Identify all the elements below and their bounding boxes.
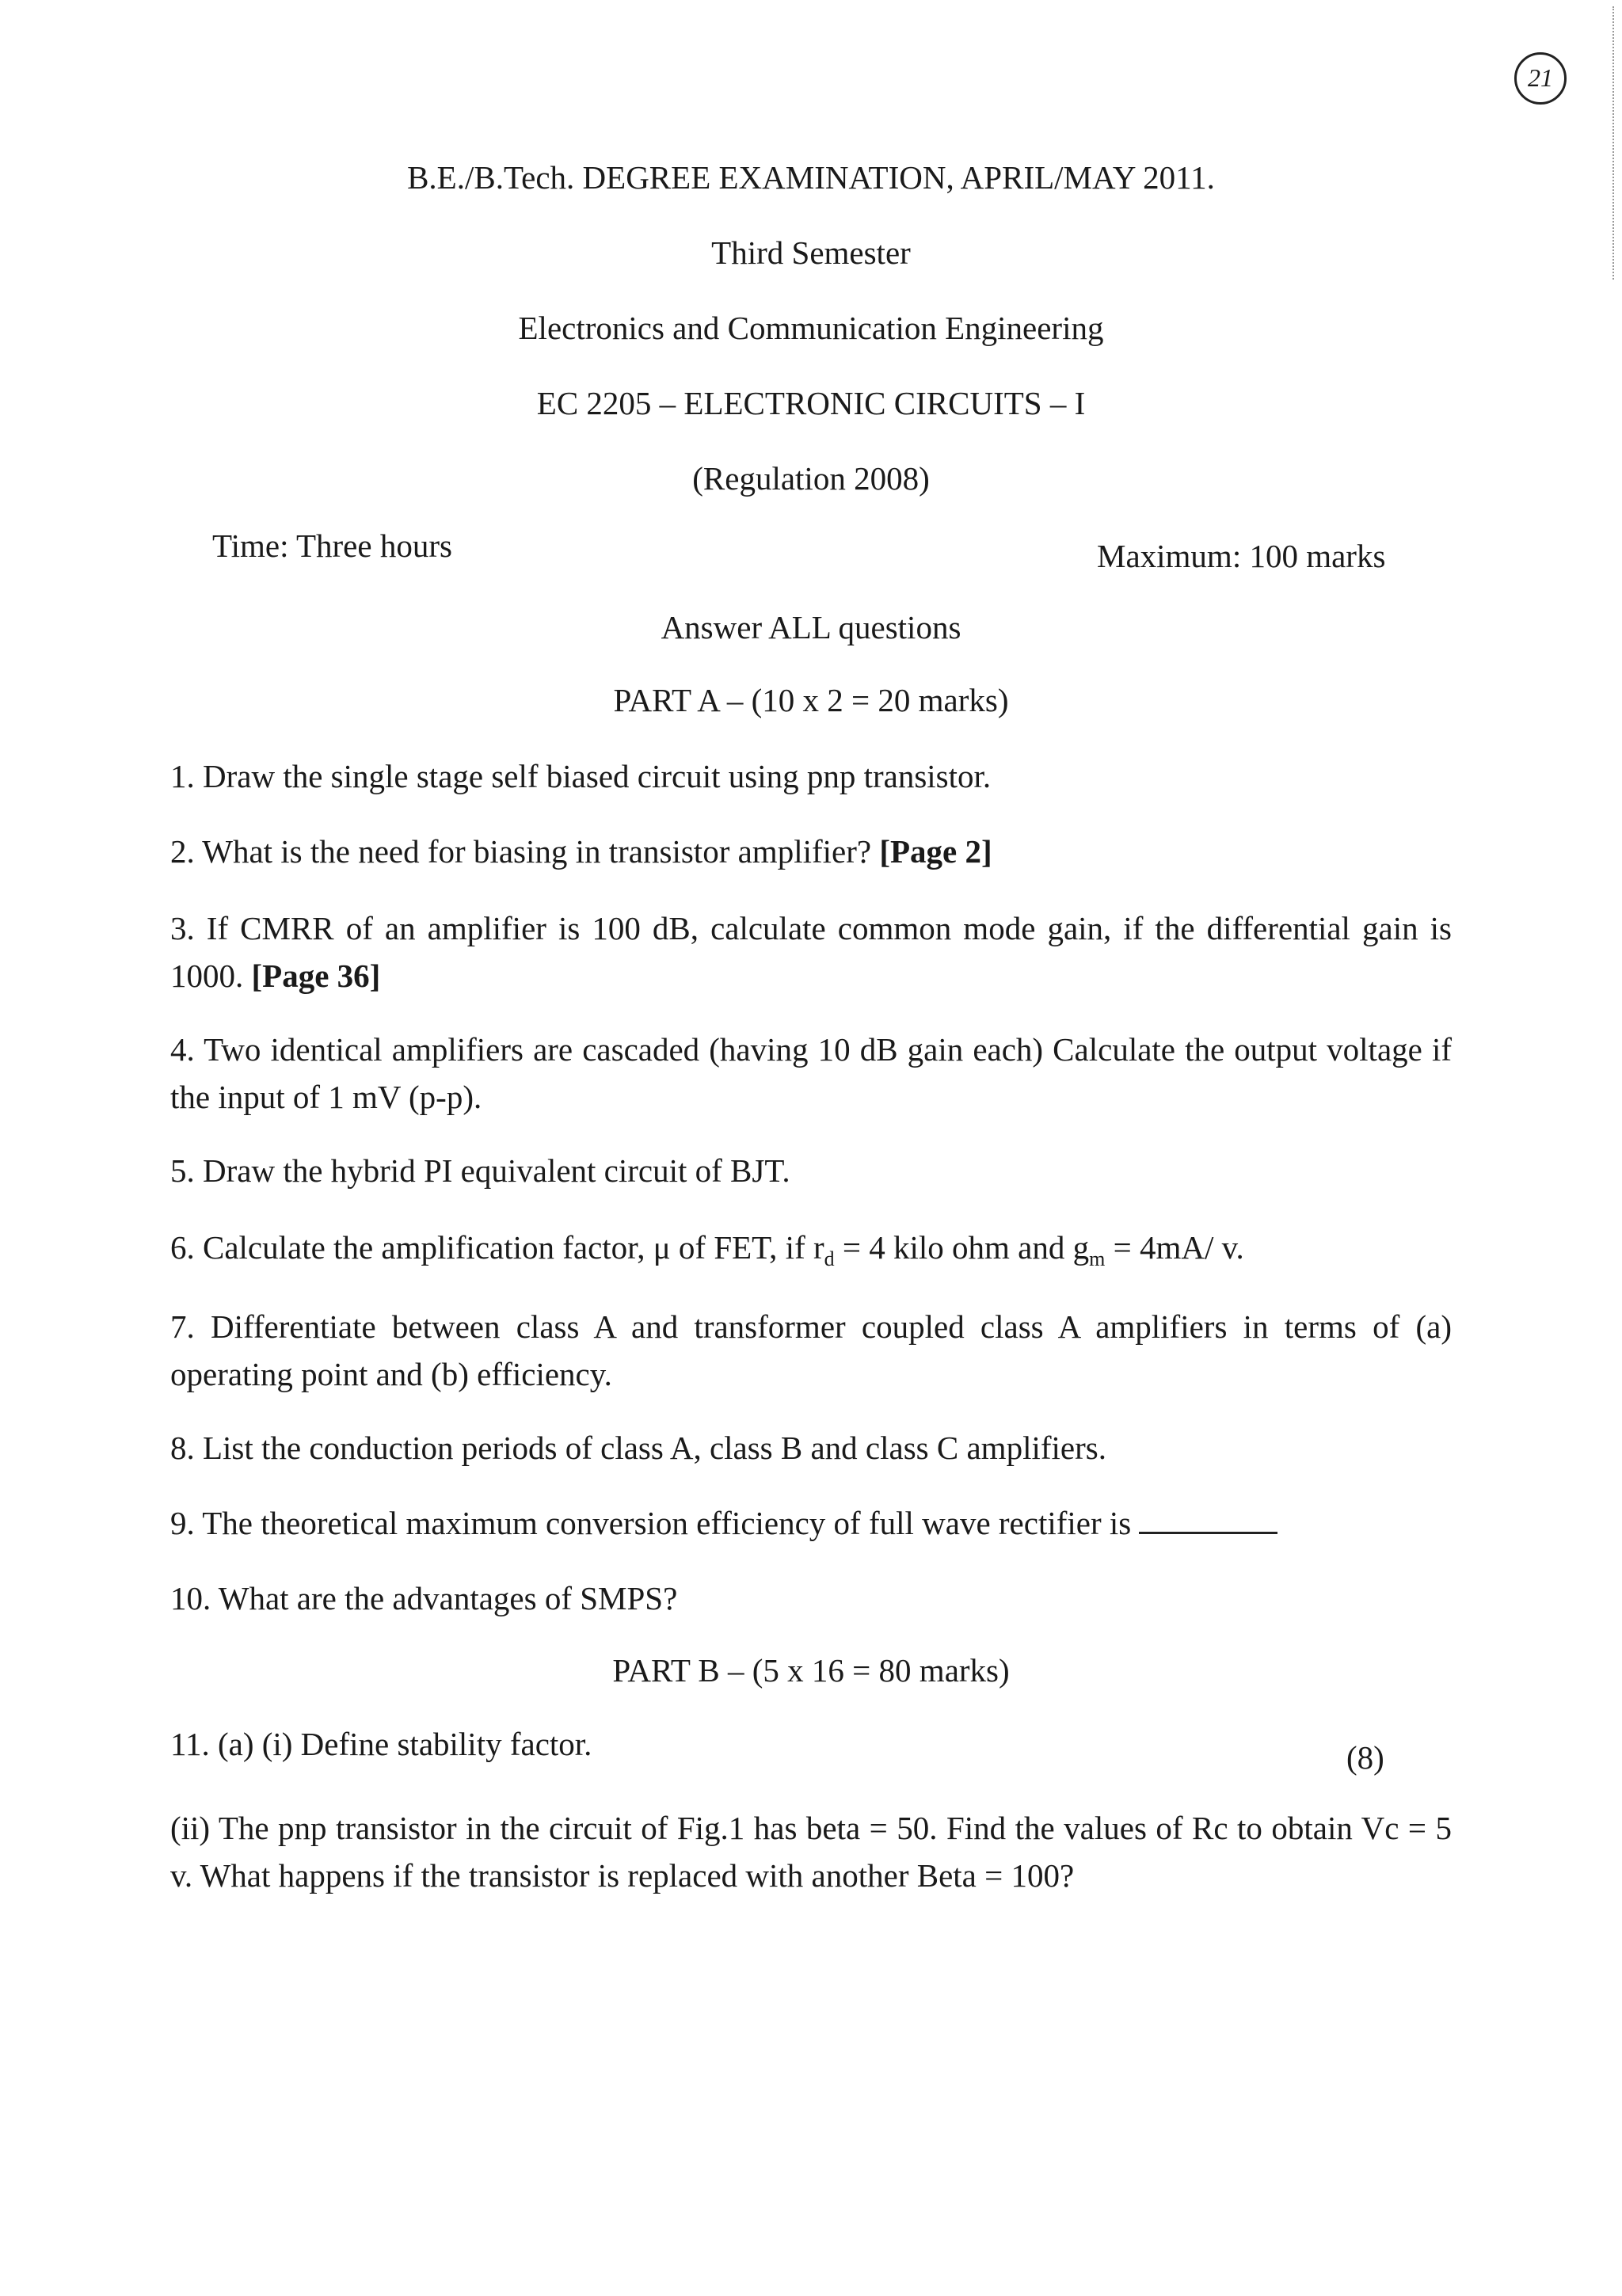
max-marks: Maximum: 100 marks: [1097, 538, 1386, 574]
part-b-heading: PART B – (5 x 16 = 80 marks): [612, 1652, 1010, 1689]
subject-code: EC 2205 – ELECTRONIC CIRCUITS – I: [536, 385, 1086, 421]
question-9: 9. The theoretical maximum conversion efficiency of full wave rectifier is: [170, 1499, 1452, 1547]
question-3: 3. If CMRR of an amplifier is 100 dB, calculate common mode gain, if the differential gain is 1000. [Page 36]: [170, 910, 1452, 994]
exam-title: B.E./B.Tech. DEGREE EXAMINATION, APRIL/MAY 2011.: [407, 159, 1215, 196]
question-4: 4. Two identical amplifiers are cascaded (having 10 dB gain each) Calculate the output voltage if the input of 1 mV (p-p).: [170, 1031, 1452, 1115]
question-11-ii: (ii) The pnp transistor in the circuit of Fig.1 has beta = 50. Find the values of Rc to obtain Vc = 5 v. What happens if the transistor is replaced with another Beta = 100?: [170, 1810, 1452, 1894]
semester: Third Semester: [711, 234, 911, 271]
question-1: 1. Draw the single stage self biased circuit using pnp transistor.: [170, 758, 992, 794]
page-ref: [Page 36]: [251, 958, 381, 994]
question-11-i: 11. (a) (i) Define stability factor.: [170, 1726, 592, 1762]
department: Electronics and Communication Engineering: [518, 310, 1104, 346]
question-2: 2. What is the need for biasing in transistor amplifier? [Page 2]: [170, 833, 992, 870]
regulation: (Regulation 2008): [692, 460, 930, 497]
instruction: Answer ALL questions: [661, 609, 961, 645]
answer-blank: [1139, 1503, 1277, 1534]
part-a-heading: PART A – (10 x 2 = 20 marks): [613, 682, 1009, 718]
question-5: 5. Draw the hybrid PI equivalent circuit of BJT.: [170, 1152, 790, 1189]
exam-duration: Time: Three hours: [212, 527, 452, 564]
question-6: 6. Calculate the amplification factor, μ of FET, if $r_d = 4$ kilo ohm and $g_m = 4mA/$ v.: [170, 1229, 1244, 1271]
question-8: 8. List the conduction periods of class A, class B and class C amplifiers.: [170, 1430, 1106, 1466]
question-7: 7. Differentiate between class A and transformer coupled class A amplifiers in terms of (a) operating point and (b) efficiency.: [170, 1308, 1452, 1392]
page-ref: [Page 2]: [879, 833, 992, 870]
question-10: 10. What are the advantages of SMPS?: [170, 1580, 678, 1616]
page-number-stamp: 21: [1514, 52, 1567, 105]
question-11-i-marks: (8): [1346, 1739, 1384, 1776]
